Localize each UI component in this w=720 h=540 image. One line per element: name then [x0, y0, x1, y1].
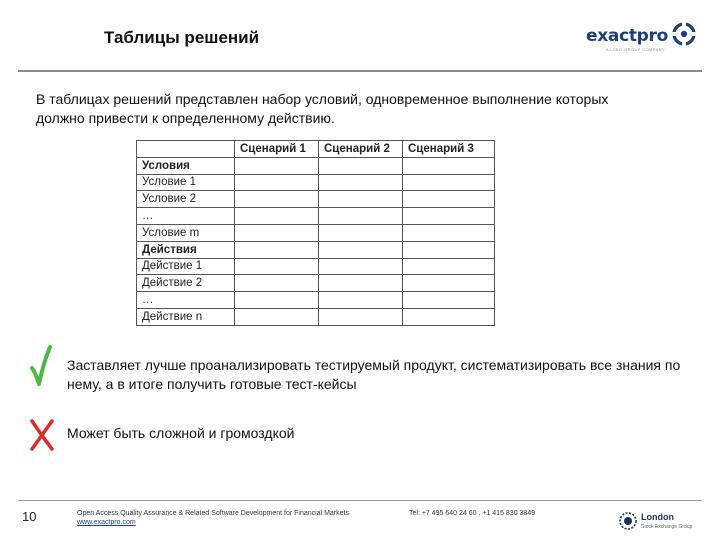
table-cell-scenario-2 [319, 191, 403, 208]
check-icon [30, 344, 52, 386]
table-cell-scenario-3 [403, 308, 495, 325]
header-scenario-2: Сценарий 2 [319, 141, 403, 158]
logo-tagline: A LSEG GROUP COMPANY [606, 47, 665, 52]
table-cell-scenario-2 [319, 258, 403, 275]
table-cell-scenario-2 [319, 224, 403, 241]
exactpro-logo [586, 22, 696, 54]
table-row [137, 258, 495, 275]
table-row-label: Условие 2 [137, 191, 235, 208]
table-cell-scenario-3 [403, 224, 495, 241]
table-row-label: … [137, 292, 235, 309]
table-cell-scenario-1 [235, 224, 319, 241]
lse-subtitle: Stock Exchange Group [641, 524, 693, 530]
lse-crest-icon [618, 511, 638, 531]
table-cell-scenario-3 [403, 208, 495, 225]
table-cell-scenario-3 [403, 241, 495, 258]
table-row-label: Условие m [137, 224, 235, 241]
table-row [137, 174, 495, 191]
header-cell-empty [137, 141, 235, 158]
table-row [137, 157, 495, 174]
table-cell-scenario-2 [319, 157, 403, 174]
table-section-label: Условия [137, 157, 235, 174]
lse-logo [618, 511, 708, 533]
table-row [137, 275, 495, 292]
table-row [137, 191, 495, 208]
footer-description: Open Access Quality Assurance & Related Software Development for Financial Markets [77, 510, 349, 517]
decision-table [136, 140, 495, 326]
table-cell-scenario-1 [235, 191, 319, 208]
table-cell-scenario-3 [403, 275, 495, 292]
table-row [137, 208, 495, 225]
cons-text: Может быть сложной и громоздкой [67, 425, 295, 441]
table-row-label: … [137, 208, 235, 225]
table-cell-scenario-1 [235, 308, 319, 325]
table-cell-scenario-2 [319, 275, 403, 292]
table-row [137, 224, 495, 241]
table-cell-scenario-2 [319, 174, 403, 191]
logo-wordmark: exactpro [586, 26, 669, 46]
lse-wordmark: London [641, 512, 674, 522]
cross-icon [28, 418, 56, 452]
table-row [137, 292, 495, 309]
footer-telephone: Tel: +7 495 640 24 60 , +1 415 830 3849 [409, 510, 536, 517]
table-cell-scenario-1 [235, 241, 319, 258]
table-row-label: Действие 2 [137, 275, 235, 292]
header-divider [18, 70, 702, 72]
table-header-row [137, 141, 495, 158]
footer-url-link[interactable]: www.exactpro.com [77, 519, 136, 526]
table-cell-scenario-3 [403, 191, 495, 208]
slide-title: Таблицы решений [104, 28, 260, 47]
table-cell-scenario-1 [235, 157, 319, 174]
page-number: 10 [22, 509, 37, 524]
table-cell-scenario-3 [403, 292, 495, 309]
table-cell-scenario-1 [235, 258, 319, 275]
table-row [137, 308, 495, 325]
intro-text: В таблицах решений представлен набор условий, одновременное выполнение которых должно привести к определенному действию. [36, 91, 609, 126]
table-cell-scenario-3 [403, 174, 495, 191]
table-row-label: Действие 1 [137, 258, 235, 275]
table-cell-scenario-2 [319, 308, 403, 325]
table-cell-scenario-2 [319, 208, 403, 225]
table-cell-scenario-2 [319, 292, 403, 309]
header-scenario-3: Сценарий 3 [403, 141, 495, 158]
table-cell-scenario-1 [235, 292, 319, 309]
table-cell-scenario-2 [319, 241, 403, 258]
header-scenario-1: Сценарий 1 [235, 141, 319, 158]
pros-text: Заставляет лучше проанализировать тестируемый продукт, систематизировать все знания по нему, а в итоге получить готовые тест-кейсы [67, 357, 681, 392]
footer-divider [18, 500, 702, 501]
table-row [137, 241, 495, 258]
table-row-label: Условие 1 [137, 174, 235, 191]
exactpro-mark-icon [672, 22, 696, 46]
table-section-label: Действия [137, 241, 235, 258]
table-cell-scenario-3 [403, 157, 495, 174]
table-cell-scenario-1 [235, 275, 319, 292]
table-cell-scenario-1 [235, 208, 319, 225]
table-row-label: Действие n [137, 308, 235, 325]
table-cell-scenario-1 [235, 174, 319, 191]
table-cell-scenario-3 [403, 258, 495, 275]
